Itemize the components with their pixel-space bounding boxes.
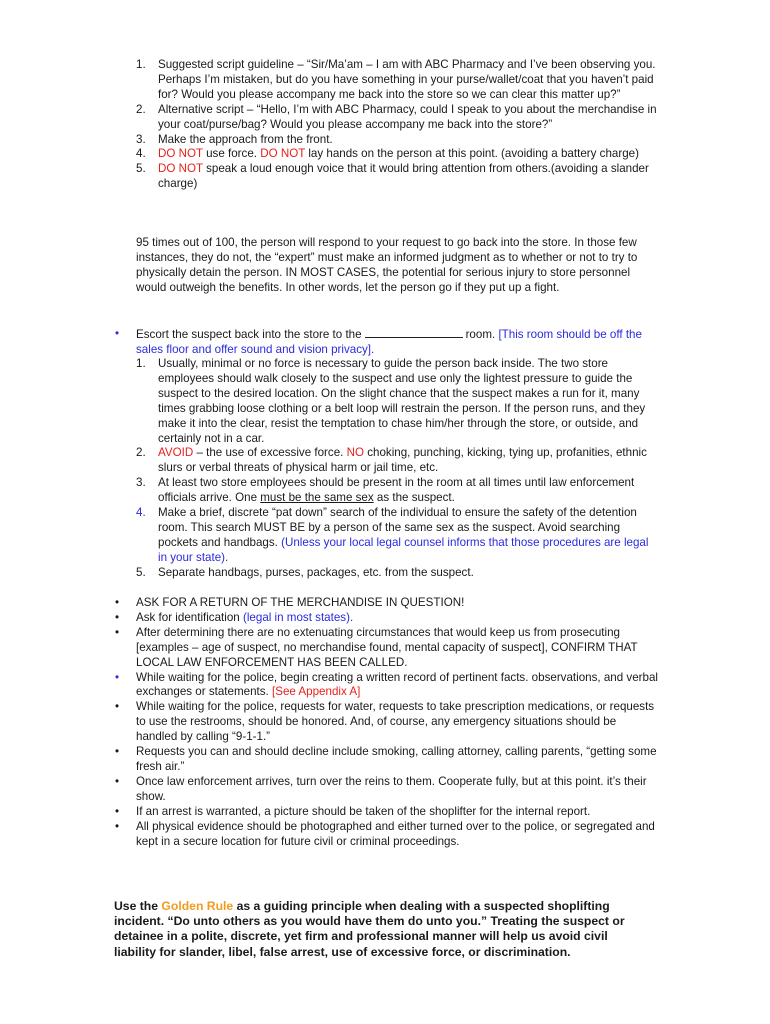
bullet-text: Once law enforcement arrives, turn over the reins to them. Cooperate fully, but at this point. it’s their show. <box>136 774 647 803</box>
list-text: – the use of excessive force. <box>193 446 347 460</box>
list-text: choking, punching, kicking, tying up, profanities, ethnic slurs or verbal threats of physical harm or jail time, etc. <box>158 446 647 475</box>
warning-emphasis: DO NOT <box>260 147 306 161</box>
golden-rule-highlight: Golden Rule <box>161 899 234 913</box>
bullet-item <box>114 775 660 805</box>
warning-emphasis: NO <box>346 446 364 460</box>
list-text: Usually, minimal or no force is necessary to guide the person back inside. The two store employees should walk closely to the suspect and use only the lightest pressure to guide the suspect to the desired location. On the slight chance that the suspect makes a run for it, many times grabbing loose clothing or a belt loop will restrain the person. If the person runs, and they make it into the clear, resist the temptation to chase him/her through the store, or outside, and certainly not in a car. <box>158 357 646 445</box>
list-number: 5. <box>136 565 146 579</box>
list-number: 3. <box>136 476 146 490</box>
bullet-text: While waiting for the police, requests for water, requests to take prescription medications, or requests to use the restrooms, should be honored. And, of course, any emergency situations should be handled by calling “9-1-1.” <box>136 700 655 744</box>
warning-emphasis: AVOID <box>158 446 194 460</box>
list-item <box>136 103 658 133</box>
list-text: lay hands on the person at this point. (avoiding a battery charge) <box>305 147 639 161</box>
list-text: At least two store employees should be present in the room at all times until law enforcement officials arrive. One <box>158 476 635 505</box>
list-text: Make a brief, discrete “pat down” search of the individual to ensure the safety of the detention room. This search MUST BE by a person of the same sex as the suspect. Avoid searching pockets and handbags. <box>158 506 637 549</box>
bullet-icon: • <box>115 625 120 639</box>
list-number: 4. <box>136 147 146 161</box>
list-item <box>136 476 658 506</box>
bullet-item <box>114 805 660 820</box>
bullet-icon: • <box>115 596 120 609</box>
room-blank-field <box>365 327 463 338</box>
golden-rule-paragraph <box>114 899 634 960</box>
golden-rule-text: Use the <box>114 899 162 913</box>
list-item <box>136 446 658 476</box>
list-number: 5. <box>136 162 146 176</box>
bullet-icon: • <box>115 610 120 624</box>
bullet-icon: • <box>115 700 120 714</box>
bullet-item <box>114 611 660 626</box>
bullet-text: If an arrest is warranted, a picture should be taken of the shoplifter for the internal report. <box>136 804 591 818</box>
list-number: 4. <box>136 506 146 520</box>
legal-note: (Unless your local legal counsel informs that those procedures are legal in your state). <box>158 535 649 564</box>
golden-rule-text: as a guiding principle when dealing with a suspected shoplifting incident. “Do unto others as you would have them do unto you.” Treating the suspect or detainee in a polite, discrete, yet firm and professional manner will help us avoid civil liability for slander, libel, false arrest, use of excessive force, or discrimination. <box>114 899 625 959</box>
list-number: 2. <box>136 102 146 116</box>
bullet-item <box>114 745 660 775</box>
list-item <box>136 162 658 192</box>
bullet-item <box>114 820 660 850</box>
outcome-paragraph: 95 times out of 100, the person will respond to your request to go back into the store. In those few instances, they do not, the “expert” must make an informed judgment as to whether or not to try to physically detain the person. IN MOST CASES, the potential for serious injury to store personnel would outweigh the benefits. In other words, let the person go if they put up a fight. <box>136 236 638 294</box>
bullet-icon: • <box>115 745 120 759</box>
warning-emphasis: DO NOT <box>158 162 203 176</box>
list-item <box>136 357 658 446</box>
bullet-text: Ask for identification <box>136 610 243 624</box>
bullet-text: ASK FOR A RETURN OF THE MERCHANDISE IN QUESTION! <box>136 596 465 609</box>
list-number: 1. <box>136 357 146 370</box>
list-number: 2. <box>136 446 146 460</box>
bullet-icon: • <box>115 774 120 788</box>
script-steps-list <box>136 58 658 192</box>
bullet-text: After determining there are no extenuating circumstances that would keep us from prosecuting [examples – age of suspect, no merchandise found, mental capacity of suspect], CONFIRM THAT LOCAL LAW ENFORCEMENT HAS BEEN CALLED. <box>136 625 638 669</box>
list-item <box>136 58 658 103</box>
list-number: 3. <box>136 132 146 146</box>
list-number: 1. <box>136 58 146 71</box>
legal-note: (legal in most states). <box>242 610 354 624</box>
list-text: as the suspect. <box>373 491 455 505</box>
bullet-icon: • <box>115 819 120 833</box>
list-item <box>136 506 658 566</box>
list-item <box>136 133 658 148</box>
list-text: Separate handbags, purses, packages, etc. from the suspect. <box>158 565 474 579</box>
escort-room-text: room. <box>465 328 496 341</box>
bullet-text: While waiting for the police, begin creating a written record of pertinent facts. observations, and verbal exchanges or statements. <box>136 670 658 699</box>
bullet-icon: • <box>115 670 120 684</box>
underlined-text: must be the same sex <box>260 491 374 505</box>
list-item <box>136 566 658 581</box>
bullet-item <box>114 626 660 671</box>
escort-text: Escort the suspect back into the store to the <box>136 328 362 341</box>
bullet-text: Requests you can and should decline include smoking, calling attorney, calling parents, “getting some fresh air.” <box>136 745 657 773</box>
list-text: use force. <box>202 147 261 161</box>
escort-section <box>114 327 660 358</box>
script-guideline-text: Suggested script guideline – “Sir/Ma’am – I am with ABC Pharmacy and I’ve been observing you. Perhaps I’m mistaken, but do you have something in your purse/wallet/coat that you haven’t paid for? Would you please accompany me back into the store so we can clear this matter up?” <box>158 58 656 101</box>
approach-text: Make the approach from the front. <box>158 132 333 146</box>
list-text: speak a loud enough voice that it would bring attention from others.(avoiding a slander charge) <box>158 162 649 191</box>
bullet-item <box>114 700 660 745</box>
bullet-item <box>114 671 660 701</box>
procedure-bullets <box>114 596 660 849</box>
warning-emphasis: DO NOT <box>158 147 203 161</box>
bullet-icon: • <box>115 804 120 818</box>
bullet-icon: • <box>115 327 120 340</box>
bullet-text: All physical evidence should be photographed and either turned over to the police, or segregated and kept in a secure location for future civil or criminal proceedings. <box>136 819 655 848</box>
list-item <box>136 147 658 162</box>
escort-steps-list <box>136 357 658 581</box>
alternative-script-text: Alternative script – “Hello, I’m with ABC Pharmacy, could I speak to you about the merchandise in your coat/purse/bag? Would you please accompany me back into the store?” <box>158 102 657 131</box>
room-note: [This room should be off the sales floor and offer sound and vision privacy]. <box>136 328 642 356</box>
bullet-item <box>114 596 660 611</box>
appendix-reference: [See Appendix A] <box>271 685 361 699</box>
bullet-item <box>114 327 660 358</box>
